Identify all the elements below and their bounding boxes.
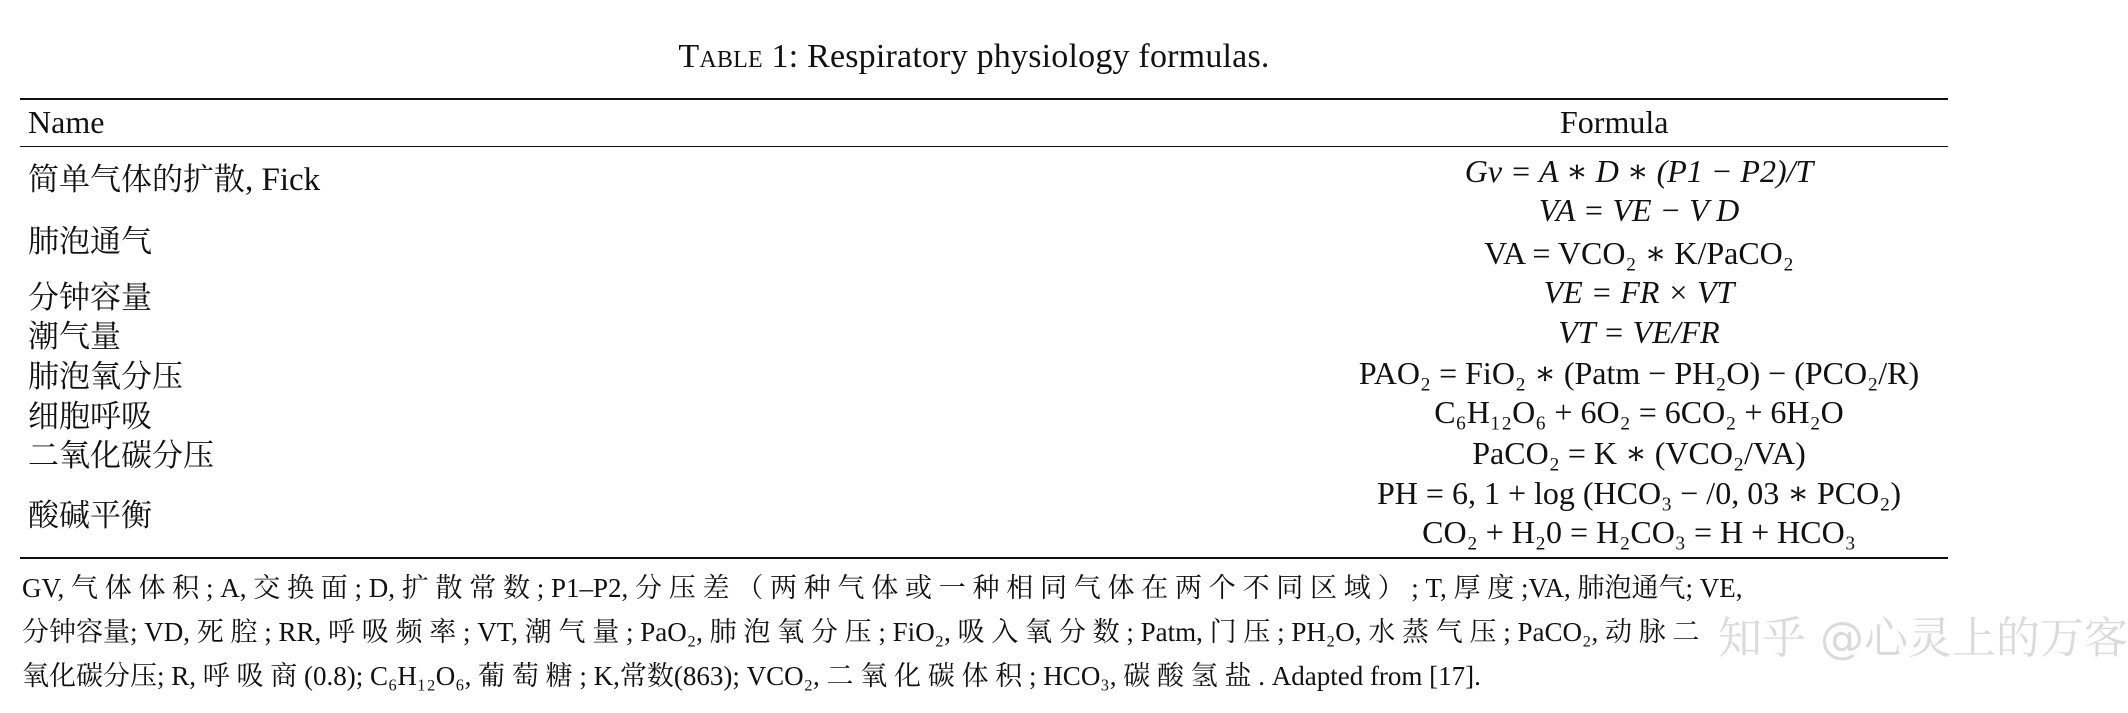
footnote-line-3: 氧化碳分压; R, 呼 吸 商 (0.8); C₆H₁₂O₆, 葡 萄 糖 ; K,常数(863); VCO₂, 二 氧 化 碳 体 积 ; HCO₃, 碳 酸 氢 盐 . Adapted from [17].	[22, 661, 1481, 691]
row-name-cjk: 简单气体的扩散	[28, 162, 245, 198]
formula-text: VT = VE/FR	[1558, 314, 1720, 350]
table-caption	[0, 38, 1948, 76]
row-name-fick	[28, 154, 320, 199]
formula-text: C₆H₁₂O₆ + 6O₂ = 6CO₂ + 6H₂O	[1434, 394, 1844, 430]
row-name-cjk: 细胞呼吸	[28, 399, 152, 435]
row-name-latin: , Fick	[245, 162, 321, 198]
row-name-cjk: 分钟容量	[28, 280, 152, 316]
formula-paco2	[1330, 434, 1948, 472]
row-name-co2-pressure	[28, 430, 214, 475]
formula-alveolar-ventilation-2	[1330, 234, 1948, 272]
formula-cellular-respiration	[1330, 394, 1948, 431]
row-name-alveolar-oxygen-pressure	[28, 351, 183, 396]
row-name-cjk: 肺泡通气	[28, 224, 152, 260]
row-name-acid-base	[28, 490, 152, 535]
formula-tidal-volume	[1330, 314, 1948, 351]
formula-ph-1	[1330, 474, 1948, 512]
formula-text: VA = VCO₂ ∗ K/PaCO₂	[1484, 235, 1794, 271]
formula-text: Gv = A ∗ D ∗ (P1 − P2)/T	[1464, 153, 1814, 189]
formula-text: CO₂ + H₂0 = H₂CO₃ = H + HCO₃	[1422, 514, 1856, 550]
formula-ph-2	[1330, 514, 1948, 551]
caption-label: Table 1:	[678, 38, 799, 75]
formula-pao2	[1330, 354, 1948, 392]
formula-text: PAO₂ = FiO₂ ∗ (Patm − PH₂O) − (PCO₂/R)	[1358, 355, 1920, 391]
watermark: 知乎 @心灵上的万客	[1718, 613, 2128, 664]
formula-text: PH = 6, 1 + log (HCO₃ − /0, 03 ∗ PCO₂)	[1376, 475, 1901, 511]
row-name-cjk: 潮气量	[28, 319, 121, 355]
formula-minute-volume	[1330, 274, 1948, 311]
formula-alveolar-ventilation-1	[1330, 192, 1948, 229]
formula-text: PaCO₂ = K ∗ (VCO₂/VA)	[1472, 435, 1806, 471]
top-rule	[20, 98, 1948, 100]
row-name-alveolar-ventilation	[28, 216, 152, 261]
row-name-cjk: 二氧化碳分压	[28, 438, 214, 474]
formula-text: VA = VE − V D	[1538, 192, 1740, 228]
formula-text: VE = FR × VT	[1543, 274, 1735, 310]
row-name-cjk: 酸碱平衡	[28, 498, 152, 534]
header-rule	[20, 146, 1948, 147]
footnote-line-2: 分钟容量; VD, 死 腔 ; RR, 呼 吸 频 率 ; VT, 潮 气 量 ; PaO₂, 肺 泡 氧 分 压 ; FiO₂, 吸 入 氧 分 数 ; Patm, 门 压 ; PH₂O, 水 蒸 气 压 ; PaCO₂, 动 脉 二	[22, 617, 1700, 647]
header-formula: Formula	[1560, 104, 1669, 140]
formula-fick	[1330, 152, 1948, 190]
footnote-line-1: GV, 气 体 体 积 ; A, 交 换 面 ; D, 扩 散 常 数 ; P1–P2, 分 压 差 （ 两 种 气 体 或 一 种 相 同 气 体 在 两 个 不 同 区 域 ） ; T, 厚 度 ;VA, 肺泡通气; VE,	[22, 573, 1743, 603]
caption-text: Respiratory physiology formulas.	[798, 38, 1270, 75]
row-name-cjk: 肺泡氧分压	[28, 359, 183, 395]
header-name: Name	[28, 104, 105, 140]
row-name-tidal-volume	[28, 311, 121, 356]
bottom-rule	[20, 557, 1948, 559]
